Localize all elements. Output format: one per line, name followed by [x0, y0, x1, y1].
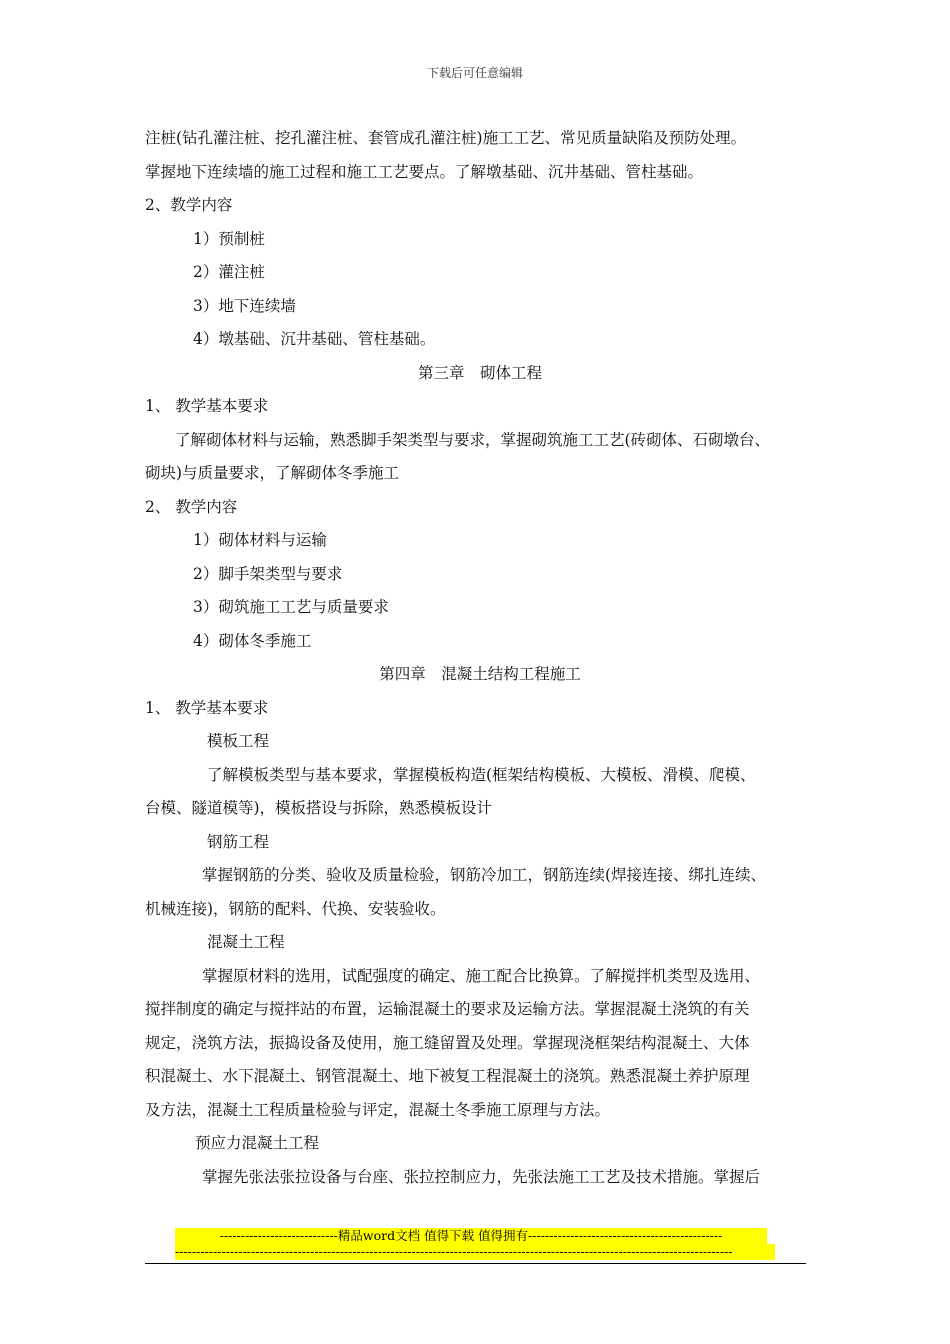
paragraph-line: 积混凝土、水下混凝土、钢管混凝土、地下被复工程混凝土的浇筑。熟悉混凝土养护原理	[145, 1067, 750, 1085]
section-heading: 1、 教学基本要求	[145, 397, 269, 415]
section-heading: 2、 教学内容	[145, 497, 238, 516]
footer-rule	[145, 1263, 806, 1264]
paragraph-line: 注桩(钻孔灌注桩、挖孔灌注桩、套管成孔灌注桩)施工工艺、常见质量缺陷及预防处理。	[145, 129, 747, 147]
chapter-title: 第四章 混凝土结构工程施工	[379, 665, 581, 683]
document-body	[145, 122, 815, 1194]
list-item: 3）砌筑施工工艺与质量要求	[193, 598, 389, 616]
paragraph-line: 及方法，混凝土工程质量检验与评定，混凝土冬季施工原理与方法。	[145, 1100, 611, 1119]
subsection-title: 混凝土工程	[207, 933, 285, 951]
paragraph-line: 规定，浇筑方法，振捣设备及使用，施工缝留置及处理。掌握现浇框架结构混凝土、大体	[145, 1033, 750, 1052]
paragraph-line: 台模、隧道模等)，模板搭设与拆除，熟悉模板设计	[145, 799, 493, 817]
footer-banner: ----------------------------精品word文档 值得下载 值得拥有----------------------------------------------	[175, 1228, 767, 1244]
chapter-title: 第三章 砌体工程	[417, 363, 542, 382]
footer-dashes: ------------------------------------------------------------------------------------------------------------------------------------	[175, 1244, 775, 1260]
paragraph-line: 砌块)与质量要求，了解砌体冬季施工	[145, 464, 400, 482]
paragraph-line: 了解砌体材料与运输，熟悉脚手架类型与要求，掌握砌筑施工工艺(砖砌体、石砌墩台、	[175, 430, 771, 449]
subsection-title: 钢筋工程	[207, 832, 270, 851]
list-item: 3）地下连续墙	[193, 296, 296, 315]
list-item: 2）脚手架类型与要求	[193, 564, 343, 583]
list-item: 4）墩基础、沉井基础、管柱基础。	[193, 330, 436, 348]
list-item: 1）预制桩	[193, 229, 265, 248]
paragraph-line: 搅拌制度的确定与搅拌站的布置，运输混凝土的要求及运输方法。掌握混凝土浇筑的有关	[145, 1000, 750, 1018]
paragraph-line: 掌握先张法张拉设备与台座、张拉控制应力，先张法施工工艺及技术措施。掌握后	[202, 1167, 761, 1186]
list-item: 4）砌体冬季施工	[193, 631, 312, 650]
section-heading: 2、教学内容	[145, 196, 233, 214]
page-header: 下载后可任意编辑	[426, 66, 523, 80]
paragraph-line: 掌握原材料的选用，试配强度的确定、施工配合比换算。了解搅拌机类型及选用、	[202, 966, 761, 985]
paragraph-line: 了解模板类型与基本要求，掌握模板构造(框架结构模板、大模板、滑模、爬模、	[207, 765, 756, 784]
list-item: 1）砌体材料与运输	[193, 531, 327, 549]
subsection-title: 预应力混凝土工程	[195, 1134, 320, 1152]
subsection-title: 模板工程	[207, 732, 270, 750]
section-heading: 1、 教学基本要求	[145, 698, 269, 717]
paragraph-line: 机械连接)，钢筋的配料、代换、安装验收。	[145, 899, 446, 918]
paragraph-line: 掌握地下连续墙的施工过程和施工工艺要点。了解墩基础、沉井基础、管柱基础。	[145, 162, 704, 181]
paragraph-line: 掌握钢筋的分类、验收及质量检验，钢筋冷加工，钢筋连续(焊接连接、绑扎连续、	[202, 866, 767, 884]
list-item: 2）灌注桩	[193, 263, 265, 281]
page-footer	[0, 1228, 950, 1260]
